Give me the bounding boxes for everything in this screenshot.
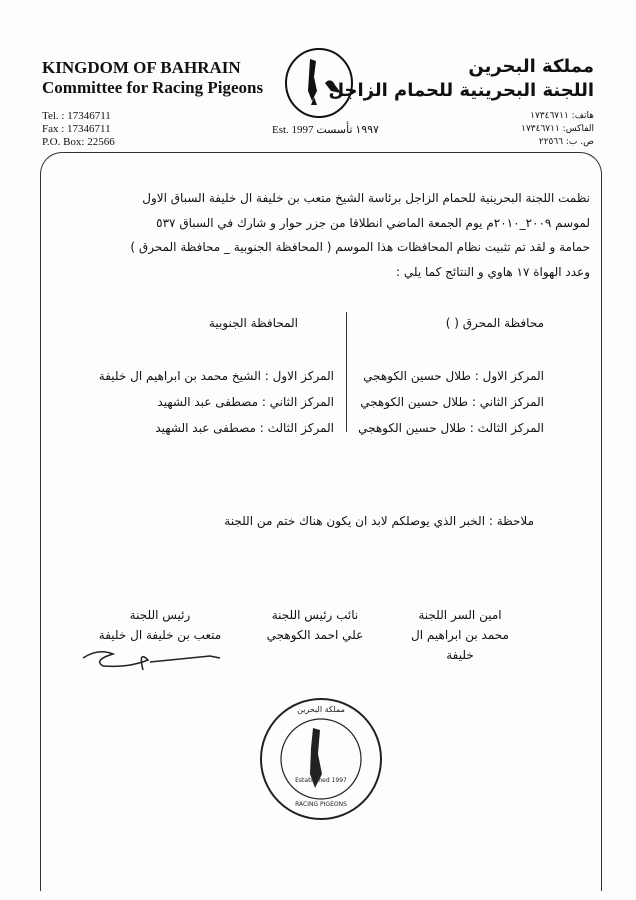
header-contact-en [42,110,115,149]
header-en-title: KINGDOM OF BAHRAIN [42,58,241,77]
svg-text:Established 1997: Established 1997 [295,777,347,784]
fax: Fax : 17346711 [42,123,111,135]
signatory-chair [90,605,230,645]
result-row: المركز الثالث : مصطفى عبد الشهيد [155,421,334,435]
signatory-role: رئيس اللجنة [129,608,191,622]
official-stamp [258,696,384,822]
header-ar-subtitle: اللجنة البحرينية للحمام الزاجل [328,80,594,101]
svg-text:RACING PIGEONS: RACING PIGEONS [295,801,347,808]
header-en-subtitle: Committee for Racing Pigeons [42,78,264,97]
handwritten-signature [75,640,225,675]
column-divider [346,312,347,432]
signatory-role: نائب رئيس اللجنة [271,608,359,622]
signatory-vice-chair [255,605,375,645]
body-line: لموسم ٢٠٠٩_٢٠١٠م يوم الجمعة الماضي انطلاقا من جزر حوار و شارك في السباق ٥٣٧ [156,215,590,230]
signatory-name: علي احمد الكوهجي [266,628,364,642]
pobox: P.O. Box: 22566 [42,136,115,148]
southern-results [99,363,334,441]
muharraq-results [358,363,544,441]
signatory-role: امين السر اللجنة [418,608,502,622]
body-line: نظمت اللجنة البحرينية للحمام الزاجل برئاسة الشيخ متعب بن خليفة ال خليفة السباق الاول [142,191,590,205]
note: ملاحظة : الخبر الذي يوصلكم لابد ان يكون هناك ختم من اللجنة [224,514,534,528]
signatory-name: محمد بن ابراهيم ال خليفة [411,628,509,662]
body-line: وعدد الهواة ١٧ هاوي و النتائج كما يلي : [396,264,590,279]
header-contact-ar [521,110,594,149]
result-row: المركز الاول : الشيخ محمد بن ابراهيم ال خليفة [98,369,334,383]
body-line: حمامة و لقد تم تثبيت نظام المحافظات هذا الموسم ( المحافظة الجنوبية _ محافظة المحرق ) [130,240,590,254]
tel: Tel. : 17346711 [42,110,111,122]
est-label: Est. 1997 ١٩٩٧ تأسست [272,124,379,136]
ar-pobox: ص. ب: ٢٢٥٦٦ [538,137,594,147]
ar-fax: الفاكس: ١٧٣٤٦٧١١ [521,124,594,134]
svg-text:مملكة البحرين: مملكة البحرين [297,705,345,714]
signatory-secretary [400,605,520,665]
southern-title: المحافظة الجنوبية [208,316,298,330]
result-row: المركز الاول : طلال حسين الكوهجي [363,369,544,383]
signatory-name: متعب بن خليفة ال خليفة [98,628,222,642]
result-row: المركز الثالث : طلال حسين الكوهجي [358,421,544,435]
muharraq-title: محافظة المحرق ( ) [445,316,544,330]
ar-tel: هاتف: ١٧٣٤٦٧١١ [530,111,594,121]
body-paragraph [130,186,590,284]
header-ar-title: مملكة البحرين [468,56,594,77]
result-row: المركز الثاني : طلال حسين الكوهجي [360,395,544,409]
result-row: المركز الثاني : مصطفى عبد الشهيد [157,395,334,409]
